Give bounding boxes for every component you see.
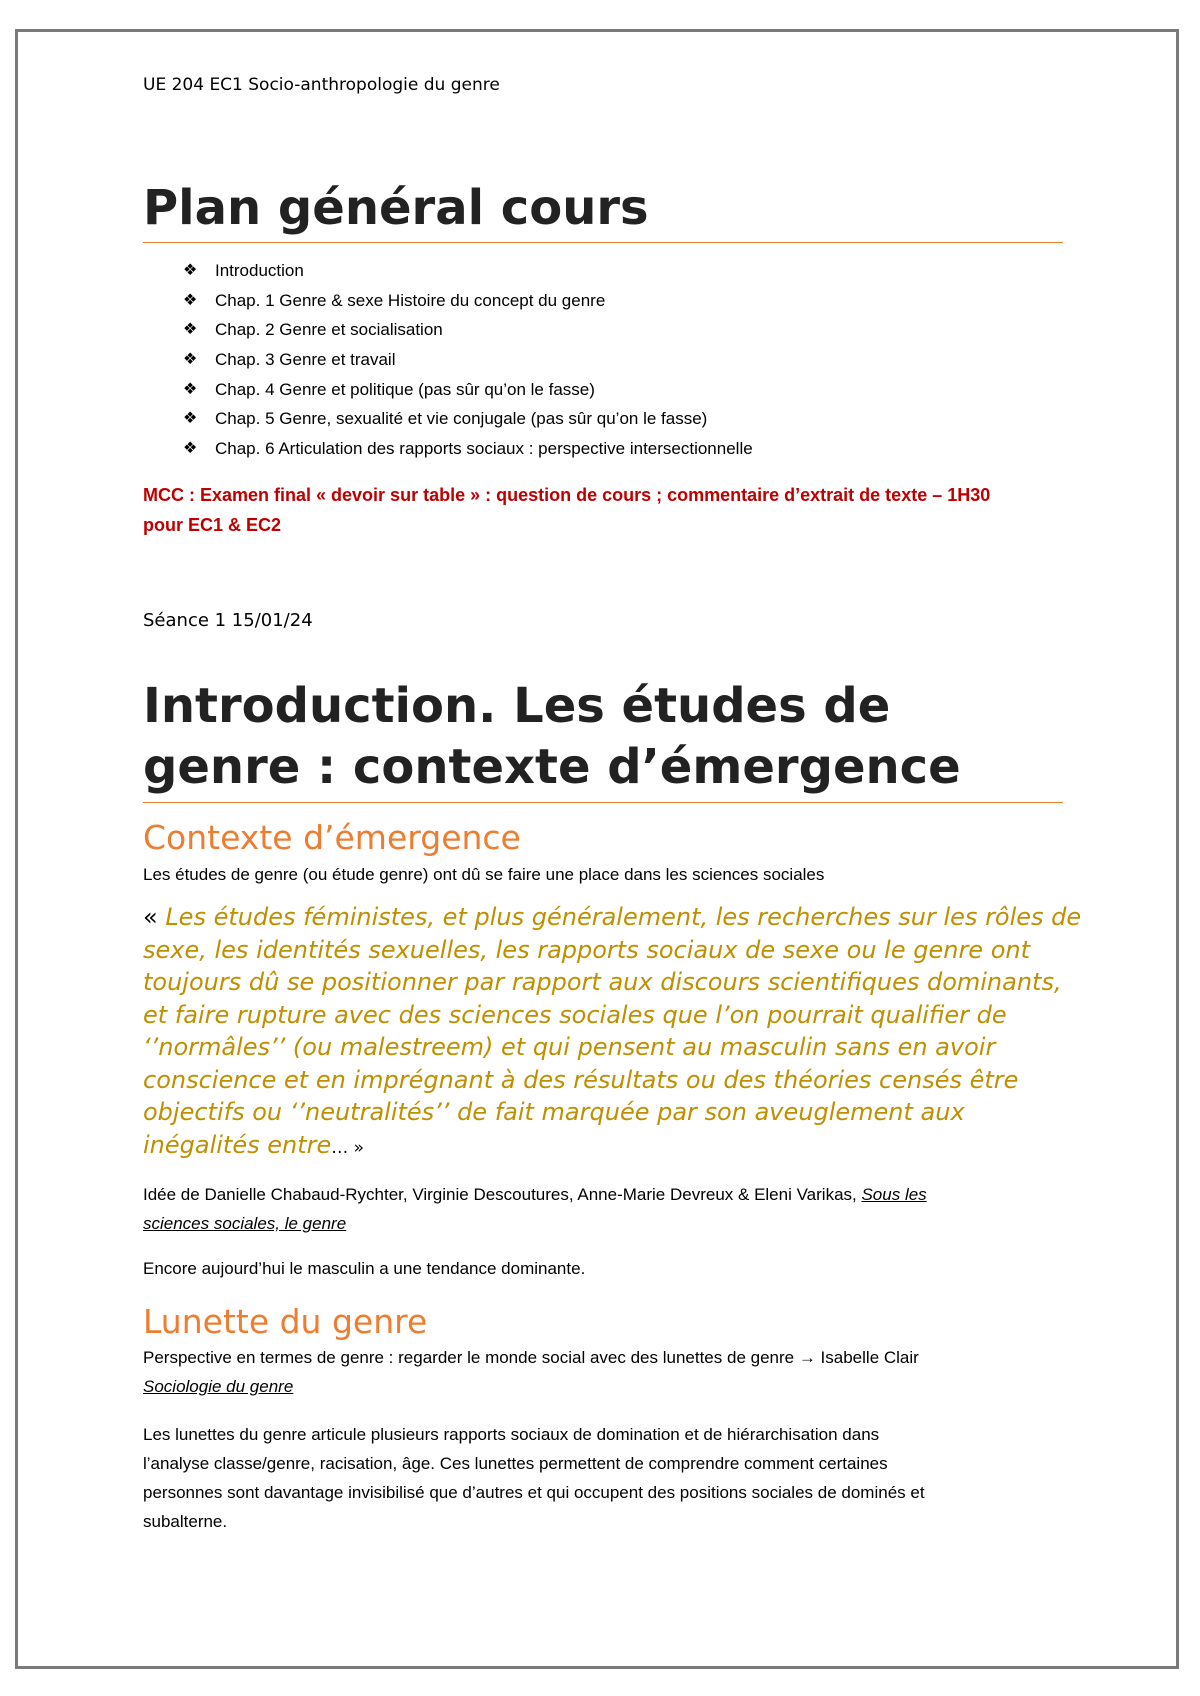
- intro-title: Introduction. Les études de genre : contexte d’émergence: [143, 676, 1063, 803]
- section-heading-lunette: Lunette du genre: [143, 1302, 428, 1341]
- book-title: sciences sociales, le genre: [143, 1214, 347, 1233]
- course-outline-list: [183, 256, 753, 464]
- exam-info: MCC : Examen final « devoir sur table » : question de cours ; commentaire d’extrait de texte – 1H30 pour EC1 & EC2: [143, 485, 991, 535]
- plan-title: Plan général cours: [143, 178, 1063, 243]
- arrow-right-icon: →: [798, 1348, 816, 1367]
- paragraph-lunettes: Les lunettes du genre articule plusieurs rapports sociaux de domination et de hiérarchisation dans l’analyse classe/genre, racisation, âge. Ces lunettes permettent de comprendre comment certaines personnes sont davantage invisibilisé que d’autres et qui occupent des positions sociales de dominés et subalterne.: [143, 1425, 925, 1531]
- diamond-bullet-icon: ❖: [183, 380, 198, 398]
- book-title: Sous les: [861, 1185, 927, 1204]
- course-header: UE 204 EC1 Socio-anthropologie du genre: [143, 75, 500, 95]
- paragraph-encore: Encore aujourd’hui le masculin a une tendance dominante.: [143, 1259, 586, 1278]
- paragraph-etudes: Les études de genre (ou étude genre) ont dû se faire une place dans les sciences sociales: [143, 865, 825, 884]
- book-title: Sociologie du genre: [143, 1377, 294, 1396]
- list-item: ❖ Chap. 3 Genre et travail: [183, 345, 753, 375]
- diamond-bullet-icon: ❖: [183, 410, 198, 428]
- list-item: ❖ Chap. 6 Articulation des rapports sociaux : perspective intersectionnelle: [183, 434, 753, 464]
- session-label: Séance 1 15/01/24: [143, 610, 313, 631]
- diamond-bullet-icon: ❖: [183, 351, 198, 369]
- section-heading-contexte: Contexte d’émergence: [143, 818, 521, 857]
- list-item: ❖ Chap. 2 Genre et socialisation: [183, 315, 753, 345]
- list-item: ❖ Chap. 4 Genre et politique (pas sûr qu’on le fasse): [183, 375, 753, 405]
- diamond-bullet-icon: ❖: [183, 291, 198, 309]
- diamond-bullet-icon: ❖: [183, 321, 198, 339]
- diamond-bullet-icon: ❖: [183, 262, 198, 279]
- quote-attribution: Idée de Danielle Chabaud-Rychter, Virginie Descoutures, Anne-Marie Devreux & Eleni Varikas, Sous les sciences sociales, le genre: [143, 1185, 927, 1233]
- list-item: ❖ Introduction: [183, 256, 753, 286]
- block-quote: « Les études féministes, et plus généralement, les recherches sur les rôles de sexe, les identités sexuelles, les rapports sociaux de sexe ou le genre ont toujours dû se positionner par rapport aux discours scientifiques dominants, et faire rupture avec des sciences sociales que l’on pourrait qualifier de ‘’normâles’’ (ou malestreem) et qui pensent au masculin sans en avoir conscience et en imprégnant à des résultats ou des théories censés être objectifs ou ‘’neutralités’’ de fait marquée par son aveuglement aux inégalités entre… »: [143, 903, 1082, 1159]
- list-item: ❖ Chap. 1 Genre & sexe Histoire du concept du genre: [183, 286, 753, 316]
- diamond-bullet-icon: ❖: [183, 440, 198, 458]
- paragraph-perspective: Perspective en termes de genre : regarder le monde social avec des lunettes de genre → Isabelle Clair Sociologie du genre: [143, 1348, 919, 1396]
- list-item: ❖ Chap. 5 Genre, sexualité et vie conjugale (pas sûr qu’on le fasse): [183, 404, 753, 434]
